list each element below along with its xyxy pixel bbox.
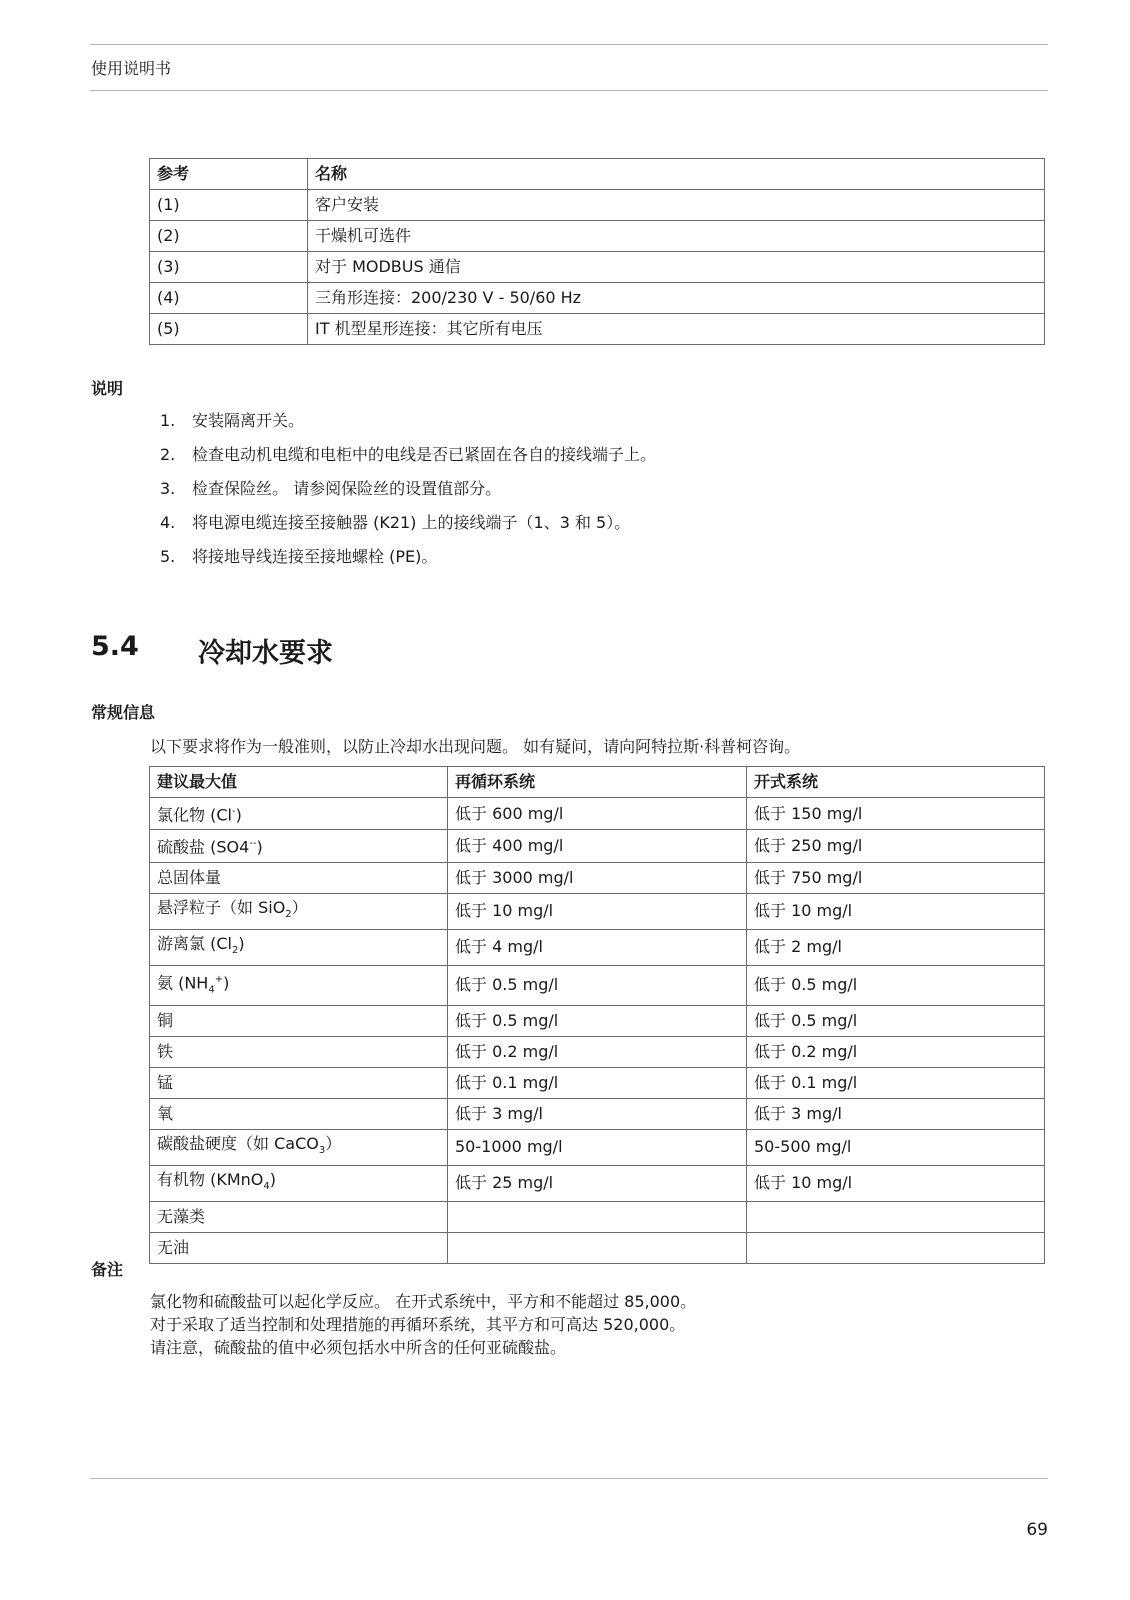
- recirculating-value-cell: [448, 1232, 747, 1263]
- reference-cell: (2): [150, 221, 308, 252]
- name-cell: 三角形连接：200/230 V - 50/60 Hz: [308, 283, 1045, 314]
- open-system-value-cell: 低于 0.5 mg/l: [747, 966, 1045, 1006]
- table-row: [150, 862, 1045, 893]
- section-number: 5.4: [91, 631, 139, 662]
- parameter-cell: 铜: [150, 1005, 448, 1036]
- parameter-cell: 氯化物 (Cl-): [150, 798, 448, 830]
- step-number: 4.: [160, 513, 176, 532]
- recirculating-value-cell: 低于 600 mg/l: [448, 798, 747, 830]
- table-row: [150, 1129, 1045, 1165]
- note-line: 对于采取了适当控制和处理措施的再循环系统，其平方和可高达 520,000。: [150, 1315, 686, 1334]
- parameter-cell: 无藻类: [150, 1201, 448, 1232]
- recirculating-value-cell: 低于 10 mg/l: [448, 893, 747, 929]
- note-line: 请注意，硫酸盐的值中必须包括水中所含的任何亚硫酸盐。: [150, 1338, 567, 1357]
- reference-cell: (3): [150, 252, 308, 283]
- document-title: 使用说明书: [91, 59, 172, 78]
- section-title: 冷却水要求: [198, 638, 333, 669]
- parameter-cell: 硫酸盐 (SO4--): [150, 830, 448, 862]
- open-system-value-cell: 低于 750 mg/l: [747, 862, 1045, 893]
- open-system-value-cell: 低于 150 mg/l: [747, 798, 1045, 830]
- step-text: 检查保险丝。 请参阅保险丝的设置值部分。: [192, 479, 502, 498]
- recirculating-value-cell: [448, 1201, 747, 1232]
- instructions-label: 说明: [91, 379, 124, 398]
- intro-paragraph: 以下要求将作为一般准则，以防止冷却水出现问题。 如有疑问，请向阿特拉斯·科普柯咨询。: [150, 737, 801, 756]
- parameter-cell: 有机物 (KMnO$_4$): [150, 1165, 448, 1201]
- table-header-cell: 建议最大值: [150, 767, 448, 798]
- step-number: 2.: [160, 445, 176, 464]
- table-row: [150, 1067, 1045, 1098]
- recirculating-value-cell: 低于 0.5 mg/l: [448, 1005, 747, 1036]
- table-row: [150, 798, 1045, 830]
- header-bottom-rule: [90, 90, 1048, 91]
- table-row: [150, 1036, 1045, 1067]
- general-info-label: 常规信息: [91, 703, 156, 722]
- table-row: [150, 1165, 1045, 1201]
- open-system-value-cell: 低于 250 mg/l: [747, 830, 1045, 862]
- recirculating-value-cell: 低于 3 mg/l: [448, 1098, 747, 1129]
- table-row: [150, 221, 1045, 252]
- recirculating-value-cell: 低于 3000 mg/l: [448, 862, 747, 893]
- recirculating-value-cell: 低于 0.1 mg/l: [448, 1067, 747, 1098]
- water-requirements-table: [149, 766, 1045, 1264]
- reference-cell: (1): [150, 190, 308, 221]
- page-number: 69: [1026, 1520, 1048, 1540]
- parameter-cell: 氨 $(NH_4^+)$: [150, 966, 448, 1006]
- step-text: 将接地导线连接至接地螺栓 (PE)。: [192, 547, 438, 566]
- open-system-value-cell: 低于 0.2 mg/l: [747, 1036, 1045, 1067]
- name-cell: 对于 MODBUS 通信: [308, 252, 1045, 283]
- table-row: [150, 1232, 1045, 1263]
- table-row: [150, 1201, 1045, 1232]
- table-header-cell: 参考: [150, 159, 308, 190]
- name-cell: 干燥机可选件: [308, 221, 1045, 252]
- reference-cell: (5): [150, 314, 308, 345]
- open-system-value-cell: 低于 0.5 mg/l: [747, 1005, 1045, 1036]
- parameter-cell: 铁: [150, 1036, 448, 1067]
- name-cell: IT 机型星形连接：其它所有电压: [308, 314, 1045, 345]
- open-system-value-cell: [747, 1201, 1045, 1232]
- table-row: [150, 252, 1045, 283]
- instruction-steps: [160, 408, 656, 578]
- open-system-value-cell: 低于 0.1 mg/l: [747, 1067, 1045, 1098]
- open-system-value-cell: 低于 2 mg/l: [747, 929, 1045, 965]
- recirculating-value-cell: 低于 0.2 mg/l: [448, 1036, 747, 1067]
- table-row: [150, 1005, 1045, 1036]
- step-text: 检查电动机电缆和电柜中的电线是否已紧固在各自的接线端子上。: [192, 445, 657, 464]
- table-header-cell: 名称: [308, 159, 1045, 190]
- parameter-cell: 锰: [150, 1067, 448, 1098]
- parameter-cell: 氧: [150, 1098, 448, 1129]
- recirculating-value-cell: 低于 0.5 mg/l: [448, 966, 747, 1006]
- recirculating-value-cell: 低于 4 mg/l: [448, 929, 747, 965]
- parameter-cell: 总固体量: [150, 862, 448, 893]
- table-row: [150, 283, 1045, 314]
- reference-cell: (4): [150, 283, 308, 314]
- open-system-value-cell: 低于 10 mg/l: [747, 1165, 1045, 1201]
- notes-label: 备注: [91, 1260, 124, 1279]
- note-line: 氯化物和硫酸盐可以起化学反应。 在开式系统中，平方和不能超过 85,000。: [150, 1292, 697, 1311]
- table-header-row: [150, 767, 1045, 798]
- header-top-rule: [90, 44, 1048, 45]
- notes-paragraph: [150, 1290, 696, 1359]
- table-header-row: [150, 159, 1045, 190]
- table-row: [150, 1098, 1045, 1129]
- list-item: [160, 510, 656, 544]
- parameter-cell: 碳酸盐硬度（如 CaCO$_3$）: [150, 1129, 448, 1165]
- table-row: [150, 966, 1045, 1006]
- recirculating-value-cell: 低于 400 mg/l: [448, 830, 747, 862]
- list-item: [160, 442, 656, 476]
- reference-table: [149, 158, 1045, 345]
- table-row: [150, 830, 1045, 862]
- open-system-value-cell: 低于 3 mg/l: [747, 1098, 1045, 1129]
- parameter-cell: 悬浮粒子（如 SiO$_2$）: [150, 893, 448, 929]
- list-item: [160, 408, 656, 442]
- table-row: [150, 893, 1045, 929]
- footer-rule: [90, 1478, 1048, 1479]
- table-row: [150, 314, 1045, 345]
- open-system-value-cell: [747, 1232, 1045, 1263]
- recirculating-value-cell: 50-1000 mg/l: [448, 1129, 747, 1165]
- list-item: [160, 476, 656, 510]
- open-system-value-cell: 50-500 mg/l: [747, 1129, 1045, 1165]
- table-row: [150, 929, 1045, 965]
- open-system-value-cell: 低于 10 mg/l: [747, 893, 1045, 929]
- table-row: [150, 190, 1045, 221]
- list-item: [160, 544, 656, 578]
- parameter-cell: 游离氯 $(Cl_2)$: [150, 929, 448, 965]
- recirculating-value-cell: 低于 25 mg/l: [448, 1165, 747, 1201]
- table-header-cell: 再循环系统: [448, 767, 747, 798]
- step-number: 5.: [160, 547, 176, 566]
- step-text: 安装隔离开关。: [192, 411, 305, 430]
- name-cell: 客户安装: [308, 190, 1045, 221]
- table-header-cell: 开式系统: [747, 767, 1045, 798]
- step-number: 3.: [160, 479, 176, 498]
- step-number: 1.: [160, 411, 176, 430]
- parameter-cell: 无油: [150, 1232, 448, 1263]
- step-text: 将电源电缆连接至接触器 (K21) 上的接线端子（1、3 和 5）。: [192, 513, 631, 532]
